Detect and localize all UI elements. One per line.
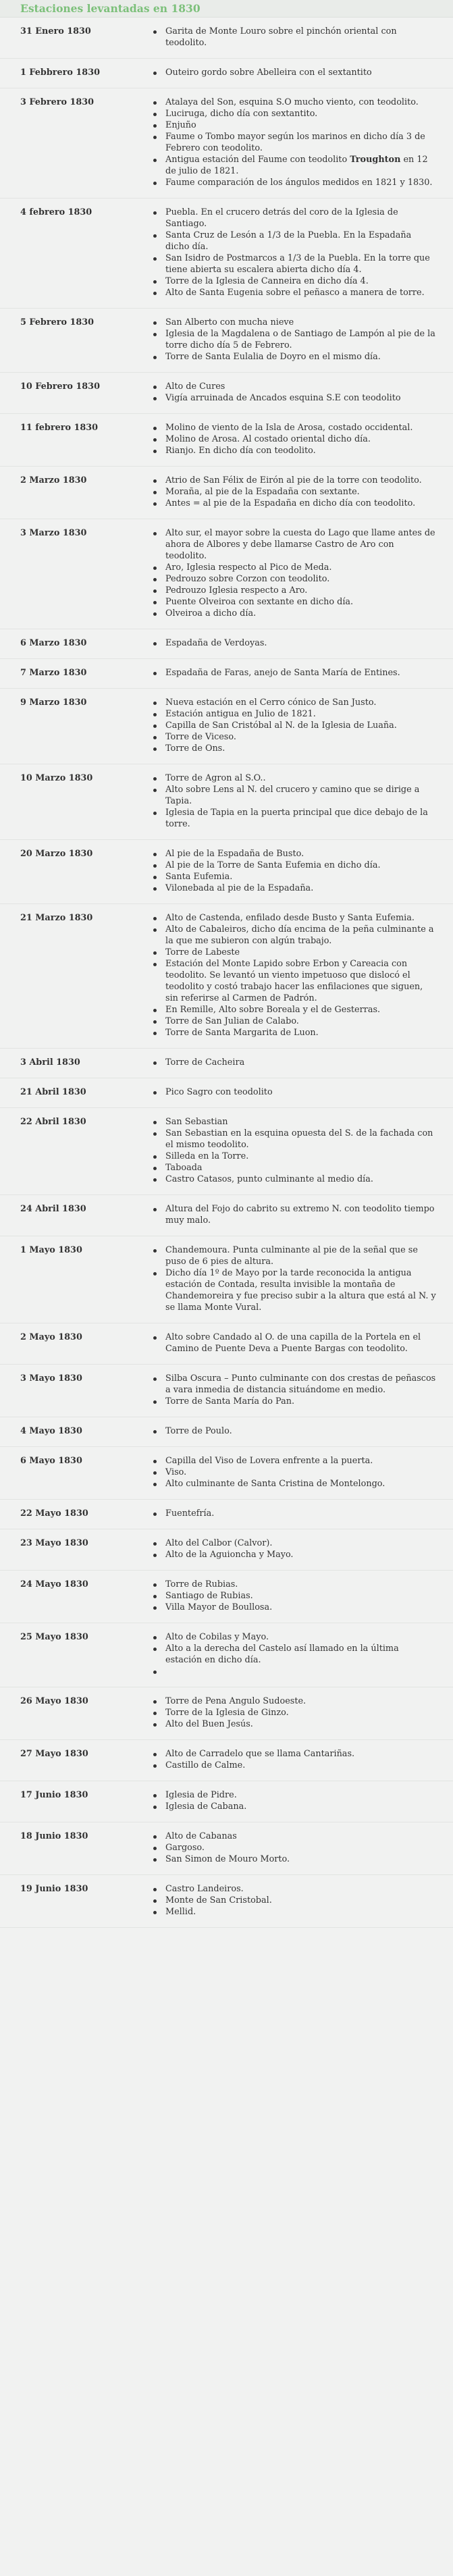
table-row (0, 1623, 453, 1687)
station-list (151, 1203, 453, 1226)
list-item: Moraña, al pie de la Espadaña con sextante. (151, 486, 437, 498)
table-row (0, 1108, 453, 1195)
list-item: Torre de San Julian de Calabo. (151, 1016, 437, 1027)
table-row (0, 309, 453, 373)
row-date: 3 Mayo 1830 (20, 1373, 82, 1384)
list-item: Alto sobre Candado al O. de una capilla de la Portela en el Camino de Puente Deva a Puente Bargas con teodolito. (151, 1332, 437, 1355)
list-item: Molino de Arosa. Al costado oriental dicho día. (151, 433, 437, 445)
list-item: Alto del Calbor (Calvor). (151, 1537, 437, 1549)
row-date: 5 Febrero 1830 (20, 317, 95, 327)
list-item: Torre de Pena Angulo Sudoeste. (151, 1696, 437, 1707)
station-list (151, 1373, 453, 1407)
list-item: Estación antigua en Julio de 1821. (151, 708, 437, 720)
list-item: Faume comparación de los ángulos medidos en 1821 y 1830. (151, 177, 437, 188)
list-item: Atrio de San Félix de Eirón al pie de la torre con teodolito. (151, 475, 437, 486)
list-item: Torre de Agron al S.O.. (151, 772, 437, 784)
list-item: Castro Catasos, punto culminante al medio día. (151, 1174, 437, 1185)
list-item: Capilla de San Cristóbal al N. de la Iglesia de Luaña. (151, 720, 437, 731)
list-item: Iglesia de Pidre. (151, 1789, 437, 1801)
list-item: Castro Landeiros. (151, 1883, 437, 1895)
list-item: Espadaña de Verdoyas. (151, 637, 437, 649)
station-list (151, 912, 453, 1039)
row-date: 1 Mayo 1830 (20, 1245, 82, 1255)
station-list (151, 1057, 453, 1068)
table-row (0, 1195, 453, 1236)
list-item: Puente Olveiroa con sextante en dicho día. (151, 596, 437, 608)
table-row (0, 1740, 453, 1781)
list-item: Enjuño (151, 120, 437, 131)
row-date: 10 Marzo 1830 (20, 773, 93, 783)
station-list (151, 1631, 453, 1677)
row-date: 27 Mayo 1830 (20, 1749, 88, 1759)
row-date: 3 Abril 1830 (20, 1057, 80, 1068)
list-item: Altura del Fojo do cabrito su extremo N. con teodolito tiempo muy malo. (151, 1203, 437, 1226)
row-date: 3 Febrero 1830 (20, 97, 95, 107)
list-item: Monte de San Cristobal. (151, 1895, 437, 1906)
item-text: Antigua estación del Faume con teodolito (165, 155, 350, 165)
station-list (151, 637, 453, 649)
table-row (0, 1571, 453, 1623)
row-date: 4 febrero 1830 (20, 207, 92, 217)
list-item: Aro, Iglesia respecto al Pico de Meda. (151, 562, 437, 573)
station-list (151, 1696, 453, 1730)
list-item (151, 154, 437, 177)
row-date: 25 Mayo 1830 (20, 1632, 88, 1642)
table-row (0, 373, 453, 414)
station-list (151, 697, 453, 754)
list-item: Outeiro gordo sobre Abelleira con el sextantito (151, 67, 437, 78)
table-row (0, 1875, 453, 1928)
list-item: Fuentefría. (151, 1508, 437, 1519)
station-list (151, 667, 453, 679)
list-item: Alto culminante de Santa Cristina de Montelongo. (151, 1478, 437, 1490)
table-row (0, 904, 453, 1049)
table-row (0, 59, 453, 88)
row-date: 6 Marzo 1830 (20, 638, 87, 648)
instrument-name: Troughton (350, 155, 401, 165)
stations-table (0, 18, 453, 1928)
list-item: Torre de la Iglesia de Ginzo. (151, 1707, 437, 1718)
list-item: Iglesia de Cabana. (151, 1801, 437, 1812)
station-list (151, 1086, 453, 1098)
table-row (0, 18, 453, 59)
list-item: Alto sobre Lens al N. del crucero y camino que se dirige a Tapia. (151, 784, 437, 807)
table-row (0, 414, 453, 467)
list-item: Alto del Buen Jesús. (151, 1718, 437, 1730)
list-item: San Alberto con mucha nieve (151, 317, 437, 328)
list-item: Molino de viento de la Isla de Arosa, costado occidental. (151, 422, 437, 433)
row-date: 1 Febbrero 1830 (20, 68, 101, 78)
row-date: 24 Abril 1830 (20, 1204, 86, 1214)
list-item: Santa Eufemia. (151, 871, 437, 883)
table-row (0, 1687, 453, 1740)
table-row (0, 1781, 453, 1822)
list-item: Dicho día 1º de Mayo por la tarde reconocida la antigua estación de Contada, resulta invisible la montaña de Chandemoreira y fue preciso subir a la altura que está al N. y se llama Monte Vural. (151, 1267, 437, 1313)
list-item: Vigía arruinada de Ancados esquina S.E con teodolito (151, 392, 437, 404)
row-date: 7 Marzo 1830 (20, 668, 87, 678)
list-item: Viso. (151, 1467, 437, 1478)
row-date: 11 febrero 1830 (20, 423, 99, 433)
table-row (0, 1323, 453, 1365)
station-list (151, 381, 453, 404)
list-item: San Simon de Mouro Morto. (151, 1854, 437, 1865)
list-item: San Isidro de Postmarcos a 1/3 de la Puebla. En la torre que tiene abierta su escalera abierta dicho día 4. (151, 253, 437, 275)
list-item: Villa Mayor de Boullosa. (151, 1602, 437, 1613)
row-date: 20 Marzo 1830 (20, 849, 93, 859)
row-date: 19 Junio 1830 (20, 1884, 88, 1894)
row-date: 18 Junio 1830 (20, 1831, 88, 1841)
station-list (151, 317, 453, 363)
list-item: Alto de Cabaleiros, dicho día encima de la peña culminante a la que me subieron con algún trabajo. (151, 924, 437, 947)
station-list (151, 1244, 453, 1313)
list-item: Espadaña de Faras, anejo de Santa María de Entines. (151, 667, 437, 679)
list-item: Torre de Viceso. (151, 731, 437, 743)
list-item: Antes = al pie de la Espadaña en dicho día con teodolito. (151, 498, 437, 509)
list-item: Torre de Poulo. (151, 1425, 437, 1437)
station-list (151, 1116, 453, 1185)
row-date: 4 Mayo 1830 (20, 1426, 82, 1436)
table-row (0, 1078, 453, 1108)
list-item: Torre de Santa Eulalia de Doyro en el mismo día. (151, 351, 437, 363)
table-row (0, 659, 453, 689)
list-item: Olveiroa a dicho día. (151, 608, 437, 619)
row-date: 2 Marzo 1830 (20, 475, 87, 485)
table-row (0, 519, 453, 629)
row-date: 17 Junio 1830 (20, 1790, 88, 1800)
row-date: 21 Marzo 1830 (20, 913, 93, 923)
list-item: Atalaya del Son, esquina S.O mucho viento, con teodolito. (151, 97, 437, 108)
list-item: Nueva estación en el Cerro cónico de San Justo. (151, 697, 437, 708)
row-date: 23 Mayo 1830 (20, 1538, 88, 1548)
station-list (151, 1455, 453, 1490)
list-item: Gargoso. (151, 1842, 437, 1854)
table-row (0, 1822, 453, 1875)
table-row (0, 1365, 453, 1417)
list-item: Iglesia de Tapia en la puerta principal que dice debajo de la torre. (151, 807, 437, 830)
row-date: 22 Abril 1830 (20, 1117, 86, 1127)
list-item: Al pie de la Espadaña de Busto. (151, 848, 437, 860)
row-date: 2 Mayo 1830 (20, 1332, 82, 1342)
table-row (0, 1500, 453, 1529)
item-text: en 12 de julio de 1821. (165, 155, 428, 176)
row-date: 10 Febrero 1830 (20, 382, 100, 392)
station-list (151, 475, 453, 509)
list-item: Rianjo. En dicho día con teodolito. (151, 445, 437, 456)
table-row (0, 199, 453, 309)
station-list (151, 67, 453, 78)
station-list (151, 1537, 453, 1560)
table-row (0, 1417, 453, 1447)
row-date: 6 Mayo 1830 (20, 1456, 82, 1466)
station-list (151, 1579, 453, 1613)
list-item: Mellid. (151, 1906, 437, 1918)
list-item: Puebla. En el crucero detrás del coro de la Iglesia de Santiago. (151, 207, 437, 230)
list-item: Torre de Labeste (151, 947, 437, 958)
station-list (151, 1789, 453, 1812)
list-item: Faume o Tombo mayor según los marinos en dicho día 3 de Febrero con teodolito. (151, 131, 437, 154)
station-list (151, 848, 453, 894)
row-date: 31 Enero 1830 (20, 26, 91, 36)
list-item: Iglesia de la Magdalena o de Santiago de Lampón al pie de la torre dicho día 5 de Febrero. (151, 328, 437, 351)
table-row (0, 629, 453, 659)
list-item: Estación del Monte Lapido sobre Erbon y Careacia con teodolito. Se levantó un viento impetuoso que dislocó el teodolito y costó trabajo hacer las enfilaciones que siguen, sin referirse al Carmen de Padrón. (151, 958, 437, 1004)
list-item: Pedrouzo sobre Corzon con teodolito. (151, 573, 437, 585)
list-item: Chandemoura. Punta culminante al pie de la señal que se puso de 6 pies de altura. (151, 1244, 437, 1267)
list-item: Castillo de Calme. (151, 1760, 437, 1771)
list-item: Torre de Rubias. (151, 1579, 437, 1590)
list-item: Pico Sagro con teodolito (151, 1086, 437, 1098)
list-item: Alto de Castenda, enfilado desde Busto y Santa Eufemia. (151, 912, 437, 924)
list-item: Alto de Santa Eugenia sobre el peñasco a manera de torre. (151, 287, 437, 298)
list-item: En Remille, Alto sobre Boreala y el de Gesterras. (151, 1004, 437, 1016)
page-title: Estaciones levantadas en 1830 (0, 0, 453, 18)
table-row (0, 1447, 453, 1500)
list-item (151, 1666, 437, 1677)
list-item: Pedrouzo Iglesia respecto a Aro. (151, 585, 437, 596)
list-item: Torre de Santa Margarita de Luon. (151, 1027, 437, 1039)
table-row (0, 467, 453, 519)
list-item: Santiago de Rubias. (151, 1590, 437, 1602)
list-item: Torre de Cacheira (151, 1057, 437, 1068)
list-item: San Sebastian en la esquina opuesta del S. de la fachada con el mismo teodolito. (151, 1128, 437, 1151)
list-item: Taboada (151, 1162, 437, 1174)
row-date: 3 Marzo 1830 (20, 528, 87, 538)
station-list (151, 772, 453, 830)
table-row (0, 689, 453, 764)
list-item: Torre de la Iglesia de Canneira en dicho día 4. (151, 275, 437, 287)
list-item: Luciruga, dicho día con sextantito. (151, 108, 437, 120)
list-item: Garita de Monte Louro sobre el pinchón oriental con teodolito. (151, 26, 437, 49)
list-item: Alto de Cures (151, 381, 437, 392)
table-row (0, 840, 453, 904)
list-item: Torre de Ons. (151, 743, 437, 754)
station-list (151, 1508, 453, 1519)
list-item: Capilla del Viso de Lovera enfrente a la puerta. (151, 1455, 437, 1467)
table-row (0, 1236, 453, 1323)
list-item: Alto de la Aguioncha y Mayo. (151, 1549, 437, 1560)
table-row (0, 1529, 453, 1571)
station-list (151, 527, 453, 619)
station-list (151, 1831, 453, 1865)
list-item: Silba Oscura – Punto culminante con dos crestas de peñascos a vara inmedia de distancia situándome en medio. (151, 1373, 437, 1396)
station-list (151, 1748, 453, 1771)
station-list (151, 422, 453, 456)
list-item: Alto sur, el mayor sobre la cuesta do Lago que llame antes de ahora de Albores y debe llamarse Castro de Aro con teodolito. (151, 527, 437, 562)
list-item: Silleda en la Torre. (151, 1151, 437, 1162)
station-list (151, 26, 453, 49)
list-item: Santa Cruz de Lesón a 1/3 de la Puebla. En la Espadaña dicho día. (151, 230, 437, 253)
list-item: Al pie de la Torre de Santa Eufemia en dicho día. (151, 860, 437, 871)
table-row (0, 764, 453, 840)
row-date: 21 Abril 1830 (20, 1087, 86, 1097)
row-date: 9 Marzo 1830 (20, 698, 87, 708)
station-list (151, 207, 453, 298)
row-date: 22 Mayo 1830 (20, 1508, 88, 1519)
station-list (151, 97, 453, 188)
row-date: 24 Mayo 1830 (20, 1579, 88, 1589)
list-item: Alto de Carradelo que se llama Cantariñas. (151, 1748, 437, 1760)
station-list (151, 1883, 453, 1918)
list-item: Vilonebada al pie de la Espadaña. (151, 883, 437, 894)
table-row (0, 1049, 453, 1078)
station-list (151, 1332, 453, 1355)
station-list (151, 1425, 453, 1437)
list-item: San Sebastian (151, 1116, 437, 1128)
list-item: Alto de Cabanas (151, 1831, 437, 1842)
list-item: Alto de Cobilas y Mayo. (151, 1631, 437, 1643)
row-date: 26 Mayo 1830 (20, 1696, 88, 1706)
table-row (0, 88, 453, 199)
list-item: Torre de Santa María do Pan. (151, 1396, 437, 1407)
list-item: Alto a la derecha del Castelo así llamado en la última estación en dicho día. (151, 1643, 437, 1666)
